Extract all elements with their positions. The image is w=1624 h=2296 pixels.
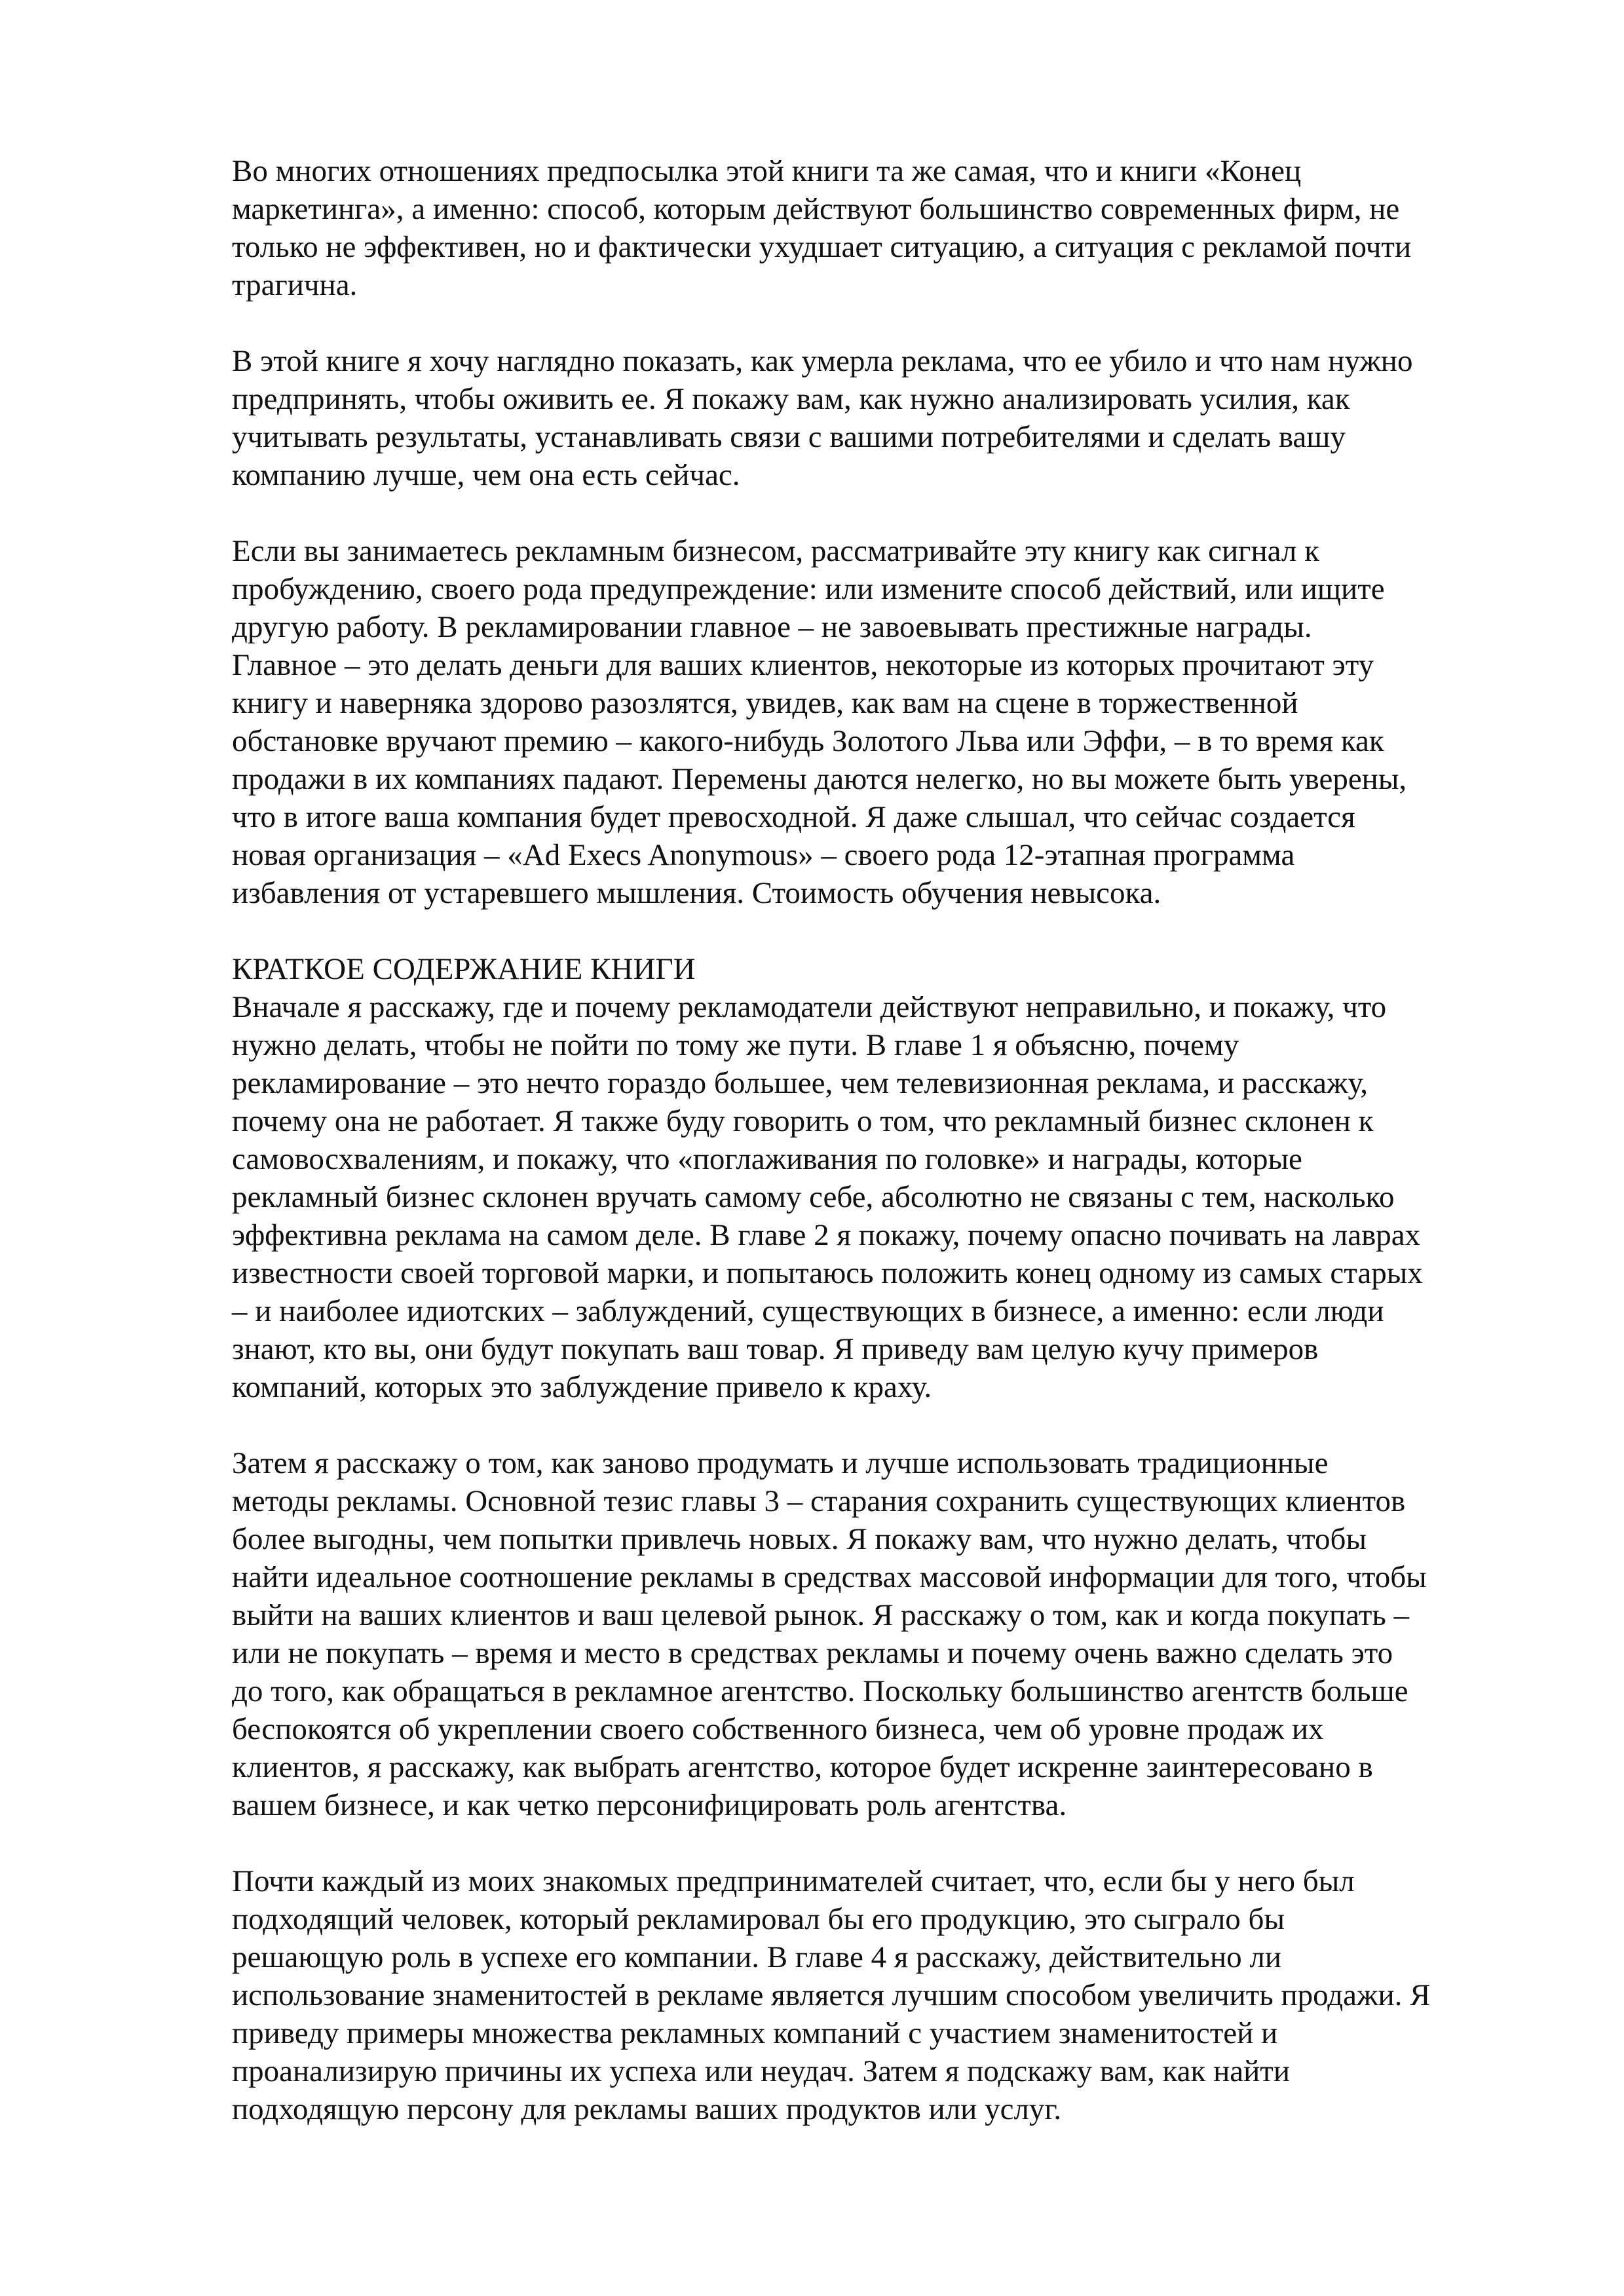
text-line: вашем бизнесе, и как четко персонифицировать роль агентства. bbox=[232, 1788, 1067, 1822]
text-line: подходящую персону для рекламы ваших продуктов или услуг. bbox=[232, 2092, 1062, 2126]
text-line: почему она не работает. Я также буду говорить о том, что рекламный бизнес склонен к bbox=[232, 1104, 1374, 1138]
text-line: использование знаменитостей в рекламе является лучшим способом увеличить продажи. Я bbox=[232, 1978, 1431, 2012]
text-line: нужно делать, чтобы не пойти по тому же пути. В главе 1 я объясню, почему bbox=[232, 1028, 1239, 1062]
paragraph-gap bbox=[232, 1406, 1536, 1444]
text-line: только не эффективен, но и фактически ухудшает ситуацию, а ситуация с рекламой почти bbox=[232, 230, 1412, 264]
text-line: Главное – это делать деньги для ваших клиентов, некоторые из которых прочитают эту bbox=[232, 648, 1374, 682]
paragraph-gap bbox=[232, 912, 1536, 950]
section-heading: КРАТКОЕ СОДЕРЖАНИЕ КНИГИ bbox=[232, 952, 696, 986]
text-line: известности своей торговой марки, и попытаюсь положить конец одному из самых старых bbox=[232, 1256, 1423, 1290]
text-line: найти идеальное соотношение рекламы в средствах массовой информации для того, чтобы bbox=[232, 1560, 1427, 1594]
paragraph-intro-3 bbox=[232, 532, 1536, 912]
text-line: что в итоге ваша компания будет превосходной. Я даже слышал, что сейчас создается bbox=[232, 800, 1355, 834]
text-line: эффективна реклама на самом деле. В главе 2 я покажу, почему опасно почивать на лаврах bbox=[232, 1218, 1421, 1252]
paragraph-intro-2 bbox=[232, 342, 1536, 494]
text-line: клиентов, я расскажу, как выбрать агентство, которое будет искренне заинтересовано в bbox=[232, 1750, 1373, 1784]
text-line: новая организация – «Ad Execs Anonymous» – своего рода 12-этапная программа bbox=[232, 838, 1295, 872]
text-line: Если вы занимаетесь рекламным бизнесом, рассматривайте эту книгу как сигнал к bbox=[232, 534, 1319, 568]
text-line: – и наиболее идиотских – заблуждений, существующих в бизнесе, а именно: если люди bbox=[232, 1294, 1384, 1328]
text-line: маркетинга», а именно: способ, которым действуют большинство современных фирм, не bbox=[232, 192, 1400, 226]
text-line: избавления от устаревшего мышления. Стоимость обучения невысока. bbox=[232, 876, 1161, 910]
document-page bbox=[232, 152, 1536, 2128]
text-line: подходящий человек, который рекламировал бы его продукцию, это сыграло бы bbox=[232, 1902, 1285, 1936]
text-line: Во многих отношениях предпосылка этой книги та же самая, что и книги «Конец bbox=[232, 154, 1302, 188]
text-line: компанию лучше, чем она есть сейчас. bbox=[232, 458, 740, 492]
text-line: Вначале я расскажу, где и почему рекламодатели действуют неправильно, и покажу, что bbox=[232, 990, 1387, 1024]
paragraph-gap bbox=[232, 1824, 1536, 1862]
text-line: приведу примеры множества рекламных компаний с участием знаменитостей и bbox=[232, 2016, 1278, 2050]
text-line: обстановке вручают премию – какого-нибудь Золотого Льва или Эффи, – в то время как bbox=[232, 724, 1384, 758]
text-line: выйти на ваших клиентов и ваш целевой рынок. Я расскажу о том, как и когда покупать – bbox=[232, 1598, 1410, 1632]
text-line: решающую роль в успехе его компании. В главе 4 я расскажу, действительно ли bbox=[232, 1940, 1281, 1974]
paragraph-gap bbox=[232, 304, 1536, 342]
text-line: другую работу. В рекламировании главное – не завоевывать престижные награды. bbox=[232, 610, 1312, 644]
text-line: проанализирую причины их успеха или неудач. Затем я подскажу вам, как найти bbox=[232, 2054, 1290, 2088]
text-line: продажи в их компаниях падают. Перемены даются нелегко, но вы можете быть уверены, bbox=[232, 762, 1407, 796]
text-line: до того, как обращаться в рекламное агентство. Поскольку большинство агентств больше bbox=[232, 1674, 1408, 1708]
text-line: более выгодны, чем попытки привлечь новых. Я покажу вам, что нужно делать, чтобы bbox=[232, 1522, 1367, 1556]
text-line: рекламирование – это нечто гораздо большее, чем телевизионная реклама, и расскажу, bbox=[232, 1066, 1369, 1100]
text-line: компаний, которых это заблуждение привело к краху. bbox=[232, 1370, 932, 1404]
text-line: самовосхвалениям, и покажу, что «поглаживания по головке» и награды, которые bbox=[232, 1142, 1302, 1176]
text-line: трагична. bbox=[232, 268, 358, 302]
paragraph-summary-3 bbox=[232, 1862, 1536, 2128]
text-line: пробуждению, своего рода предупреждение: или измените способ действий, или ищите bbox=[232, 572, 1385, 606]
paragraph-gap bbox=[232, 494, 1536, 532]
paragraph-summary-1 bbox=[232, 988, 1536, 1406]
text-line: методы рекламы. Основной тезис главы 3 – старания сохранить существующих клиентов bbox=[232, 1484, 1406, 1518]
text-line: В этой книге я хочу наглядно показать, как умерла реклама, что ее убило и что нам нужно bbox=[232, 344, 1413, 378]
text-line: учитывать результаты, устанавливать связи с вашими потребителями и сделать вашу bbox=[232, 420, 1346, 454]
text-line: книгу и наверняка здорово разозлятся, увидев, как вам на сцене в торжественной bbox=[232, 686, 1298, 720]
text-line: беспокоятся об укреплении своего собственного бизнеса, чем об уровне продаж их bbox=[232, 1712, 1324, 1746]
text-line: знают, кто вы, они будут покупать ваш товар. Я приведу вам целую кучу примеров bbox=[232, 1332, 1319, 1366]
text-line: рекламный бизнес склонен вручать самому себе, абсолютно не связаны с тем, насколько bbox=[232, 1180, 1395, 1214]
text-line: Затем я расскажу о том, как заново продумать и лучше использовать традиционные bbox=[232, 1446, 1329, 1480]
text-line: предпринять, чтобы оживить ее. Я покажу вам, как нужно анализировать усилия, как bbox=[232, 382, 1350, 416]
text-line: или не покупать – время и место в средствах рекламы и почему очень важно сделать это bbox=[232, 1636, 1393, 1670]
text-line: Почти каждый из моих знакомых предпринимателей считает, что, если бы у него был bbox=[232, 1864, 1355, 1898]
paragraph-intro-1 bbox=[232, 152, 1536, 304]
paragraph-summary-2 bbox=[232, 1444, 1536, 1824]
